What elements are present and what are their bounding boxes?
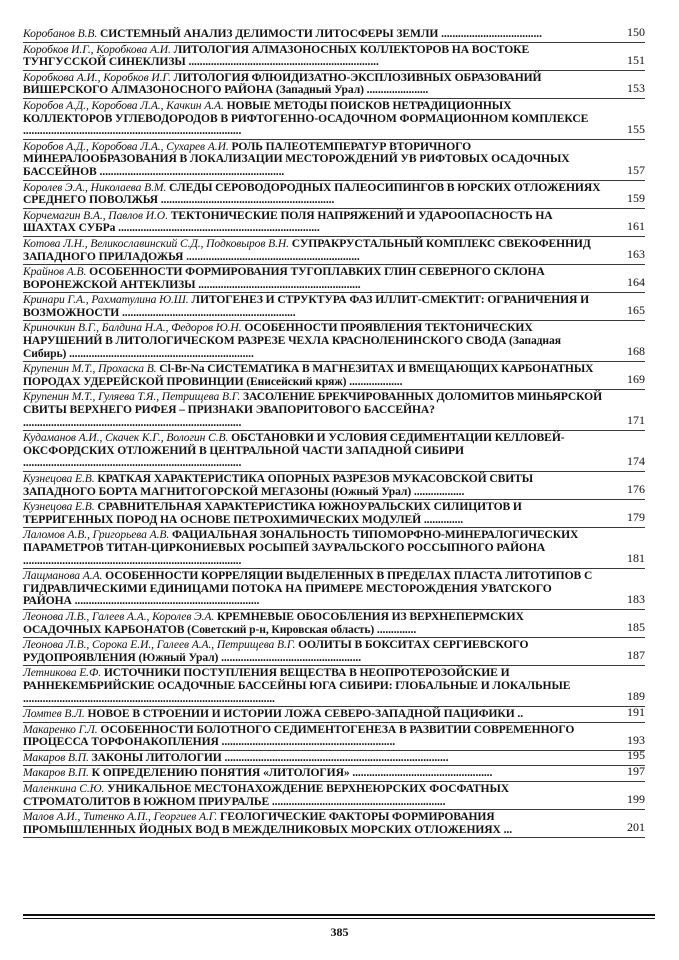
toc-entry-authors: Коробанов В.В. (23, 27, 98, 40)
toc-entry-authors: Корчемагин В.А., Павлов И.О. (23, 208, 168, 222)
toc-entry-authors: Кринари Г.А., Рахматулина Ю.Ш. (23, 293, 189, 307)
toc-entry (23, 237, 645, 265)
toc-entry-title: ИСТОЧНИКИ ПОСТУПЛЕНИЯ ВЕЩЕСТВА В НЕОПРОТЕРОЗОЙСКИЕ И РАННЕКЕМБРИЙСКИЕ ОСАДОЧНЫЕ БАССЕЙНЫ ЮГА СИБИРИ: ГЛОБАЛЬНЫЕ И ЛОКАЛЬНЫЕ .......................................................................................... (23, 666, 571, 705)
toc-entry (23, 748, 645, 767)
toc-entry-page: 164 (627, 275, 645, 290)
toc-entry-text (23, 363, 645, 388)
toc-entry-authors: Летникова Е.Ф. (23, 666, 101, 680)
toc-entry-authors: Криночкин В.Г., Балдина Н.А., Федоров Ю.Н. (23, 321, 242, 335)
toc-entry-authors: Макаров В.П. (23, 766, 89, 780)
toc-entry (23, 569, 645, 610)
toc-entry-title: ОБСТАНОВКИ И УСЛОВИЯ СЕДИМЕНТАЦИИ КЕЛЛОВЕЙ-ОКСФОРДСКИХ ОТЛОЖЕНИЙ В ЦЕНТРАЛЬНОЙ ЧАСТИ ЗАПАДНОЙ СИБИРИ .............................................................................. (23, 431, 565, 470)
toc-entry-page: 199 (627, 792, 645, 807)
toc-entry-text (23, 501, 645, 526)
toc-entry-page: 169 (627, 372, 645, 387)
toc-entry (23, 528, 645, 569)
toc-entry-title: ГЕОЛОГИЧЕСКИЕ ФАКТОРЫ ФОРМИРОВАНИЯ ПРОМЫШЛЕННЫХ ЙОДНЫХ ВОД В МЕЖДЕЛНИКОВЫХ МОРСКИХ ОТЛОЖЕНИЯХ ... (23, 810, 513, 836)
toc-entry (23, 24, 645, 43)
toc-entry (23, 766, 645, 782)
toc-entry-authors: Коробков И.Г., Коробкова А.И. (23, 42, 171, 56)
toc-entry-text (23, 783, 645, 808)
toc-entry (23, 71, 645, 99)
toc-entry-authors: Лащманова А.А. (23, 569, 103, 583)
toc-entry (23, 362, 645, 390)
toc-entry-authors: Крайнов А.В. (23, 265, 87, 279)
toc-entry (23, 782, 645, 810)
toc-entry-page: 165 (627, 303, 645, 318)
toc-entry-title: ТЕКТОНИЧЕСКИЕ ПОЛЯ НАПРЯЖЕНИЙ И УДАРООПАСНОСТЬ НА ШАХТАХ СУБРа ........................................................................ (23, 208, 553, 235)
toc-entry-page: 171 (627, 413, 645, 428)
toc-entry (23, 472, 645, 500)
toc-entry-page: 163 (627, 247, 645, 262)
toc-entry-authors: Коробкова А.И., Коробков И.Г. (23, 70, 171, 84)
toc-entry-text (23, 210, 645, 235)
toc-entry-title: К ОПРЕДЕЛЕНИЮ ПОНЯТИЯ «ЛИТОЛОГИЯ» .................................................. (91, 766, 493, 780)
toc-entry-authors: Макаренко Г.Л. (23, 722, 98, 736)
toc-entry (23, 43, 645, 71)
toc-entry-page: 181 (627, 551, 645, 566)
toc-entry-page: 195 (627, 748, 645, 763)
toc-entry-title: НОВЫЕ МЕТОДЫ ПОИСКОВ НЕТРАДИЦИОННЫХ КОЛЛЕКТОРОВ УГЛЕВОДОРОДОВ В РИФТОГЕННО-ОСАДОЧНОМ ФОРМАЦИОННОМ КОМПЛЕКСЕ .............................................................................. (23, 98, 589, 138)
toc-entry-text (23, 570, 645, 608)
toc-entry-page: 189 (627, 689, 645, 704)
toc-entry-authors: Крупенин М.Т., Гуляева Т.Я., Петрищева В.Г. (23, 390, 241, 404)
toc-entry-authors: Коробов А.Д., Коробова Л.А., Сухарев А.И. (23, 139, 229, 153)
toc-entry-text (23, 391, 645, 429)
toc-entry-text (23, 322, 645, 360)
footer-rule-thick (23, 914, 655, 916)
toc-entry-authors: Лаломов А.В., Григорьева А.В. (23, 528, 170, 542)
toc-entry-title: ООЛИТЫ В БОКСИТАХ СЕРГИЕВСКОГО РУДОПРОЯВЛЕНИЯ (Южный Урал) .................................................. (23, 638, 529, 664)
toc-entry-text (23, 141, 645, 179)
toc-entry-title: ЛИТОЛОГИЯ ФЛЮИДИЗАТНО-ЭКСПЛОЗИВНЫХ ОБРАЗОВАНИЙ ВИШЕРСКОГО АЛМАЗОНОСНОГО РАЙОНА (Западный Урал) ...................... (23, 70, 542, 97)
toc-entry-authors: Кузнецова Е.В. (23, 500, 95, 514)
toc-entry-page: 201 (627, 820, 645, 835)
toc-entry-title: Cl-Br-Na СИСТЕМАТИКА В МАГНЕЗИТАХ И ВМЕЩАЮЩИХ КАРБОНАТНЫХ ПОРОДАХ УДЕРЕЙСКОЙ ПРОВИНЦИИ (Енисейский кряж) ................... (23, 362, 594, 388)
toc-entry (23, 140, 645, 181)
toc-entry-authors: Леонова Л.В., Сорока Е.И., Галеев А.А., Петрищева В.Г. (23, 638, 296, 652)
toc-entry-authors: Макаров В.П. (23, 750, 89, 764)
toc-entry-authors: Крупенин М.Т., Прохаска В. (23, 362, 157, 376)
toc-entry-title: РОЛЬ ПАЛЕОТЕМПЕРАТУР ВТОРИЧНОГО МИНЕРАЛООБРАЗОВАНИЯ В ЛОКАЛИЗАЦИИ МЕСТОРОЖДЕНИЙ УВ РИФТОВЫХ ОСАДОЧНЫХ БАССЕЙНОВ .................................................................. (23, 139, 570, 178)
toc-entry-page: 185 (627, 620, 645, 635)
toc-entry-page: 151 (627, 52, 645, 67)
toc-entry-title: ЛИТОЛОГИЯ АЛМАЗОНОСНЫХ КОЛЛЕКТОРОВ НА ВОСТОКЕ ТУНГУССКОЙ СИНЕКЛИЗЫ .................................................................... (23, 42, 530, 69)
toc-entry-page: 159 (627, 190, 645, 205)
toc-entry-title: УНИКАЛЬНОЕ МЕСТОНАХОЖДЕНИЕ ВЕРХНЕЮРСКИХ ФОСФАТНЫХ СТРОМАТОЛИТОВ В ЮЖНОМ ПРИУРАЛЬЕ .............................................................. (23, 782, 510, 808)
toc-entry-text (23, 529, 645, 567)
toc-entry-title: ОСОБЕННОСТИ КОРРЕЛЯЦИИ ВЫДЕЛЕННЫХ В ПРЕДЕЛАХ ПЛАСТА ЛИТОТИПОВ С ГИДРАВЛИЧЕСКИМИ ЕДИНИЦАМИ ПОТОКА НА ПРИМЕРЕ МЕСТОРОЖДЕНИЯ УВАТСКОГО РАЙОНА .................................................................. (23, 569, 593, 608)
toc-entry-text (23, 72, 645, 97)
toc-entry-text (23, 639, 645, 664)
toc-entry-page: 193 (627, 732, 645, 747)
toc-entry-title: СИСТЕМНЫЙ АНАЛИЗ ДЕЛИМОСТИ ЛИТОСФЕРЫ ЗЕМЛИ .................................... (99, 27, 542, 40)
toc-entry-title: СУПРАКРУСТАЛЬНЫЙ КОМПЛЕКС СВЕКОФЕННИД ЗАПАДНОГО ПРИЛАДОЖЬЯ .............................................................. (23, 236, 591, 263)
toc-entry (23, 293, 645, 321)
toc-entry-text (23, 708, 645, 721)
toc-entry (23, 638, 645, 666)
toc-entry-authors: Маленкина С.Ю. (23, 782, 105, 796)
toc-entry (23, 723, 645, 751)
toc-entry-text (23, 28, 645, 41)
toc-entry-text (23, 811, 645, 836)
toc-entry-title: ОСОБЕННОСТИ БОЛОТНОГО СЕДИМЕНТОГЕНЕЗА В РАЗВИТИИ СОВРЕМЕННОГО ПРОЦЕССА ТОРФОНАКОПЛЕНИЯ .............................................................. (23, 722, 575, 749)
toc-entry-title: ОСОБЕННОСТИ ПРОЯВЛЕНИЯ ТЕКТОНИЧЕСКИХ НАРУШЕНИЙ В ЛИТОЛОГИЧЕСКОМ РАЗРЕЗЕ ЧЕХЛА КРАСНОЛЕНИНСКОГО СВОДА (Западная Сибирь) .................................................................. (23, 321, 561, 360)
toc-entry-text (23, 432, 645, 470)
toc-entry-text (23, 767, 645, 780)
toc-entry-page: 191 (627, 704, 645, 719)
toc-entry-page: 174 (627, 454, 645, 468)
toc-entry-page: 168 (627, 344, 645, 359)
toc-entry-page: 161 (627, 218, 645, 233)
toc-entry (23, 390, 645, 431)
toc-entry-title: ФАЦИАЛЬНАЯ ЗОНАЛЬНОСТЬ ТИПОМОРФНО-МИНЕРАЛОГИЧЕСКИХ ПАРАМЕТРОВ ТИТАН-ЦИРКОНИЕВЫХ РОСЫПЕЙ ЗАУРАЛЬСКОГО РОССЫПНОГО РАЙОНА .............................................................................. (23, 528, 579, 567)
toc-entry (23, 500, 645, 528)
toc-entry (23, 321, 645, 362)
toc-entry-page: 155 (627, 121, 645, 136)
toc-entry (23, 704, 645, 723)
toc-entry-title: ЗАСОЛЕНИЕ БРЕКЧИРОВАННЫХ ДОЛОМИТОВ МИНЬЯРСКОЙ СВИТЫ ВЕРХНЕГО РИФЕЯ – ПРИЗНАКИ ЭВАПОРИТОВОГО БАССЕЙНА? .............................................................................. (23, 390, 603, 429)
toc-entry (23, 181, 645, 209)
toc-entry-text (23, 182, 645, 207)
table-of-contents (23, 24, 645, 838)
toc-entry-page: 183 (627, 591, 645, 606)
toc-entry (23, 99, 645, 140)
toc-entry (23, 810, 645, 838)
toc-entry (23, 666, 645, 707)
toc-entry-page: 150 (627, 24, 645, 39)
toc-entry-authors: Котова Л.Н., Великославинский С.Д., Подковыров В.Н. (23, 236, 289, 250)
toc-entry-text (23, 724, 645, 749)
toc-entry-page: 153 (627, 80, 645, 95)
toc-entry-text (23, 473, 645, 498)
toc-entry-text (23, 752, 645, 765)
page-number: 385 (330, 925, 349, 939)
toc-entry-authors: Ломтев В.Л. (23, 707, 85, 721)
toc-entry-authors: Коробов А.Д., Коробова Л.А., Качкин А.А. (23, 98, 224, 112)
toc-entry-text (23, 611, 645, 636)
toc-entry-text (23, 44, 645, 69)
toc-entry-text (23, 238, 645, 263)
toc-entry-title: ЛИТОГЕНЕЗ И СТРУКТУРА ФАЗ ИЛЛИТ-СМЕКТИТ: ОГРАНИЧЕНИЯ И ВОЗМОЖНОСТИ .............................................................. (23, 293, 590, 319)
toc-entry-authors: Кузнецова Е.В. (23, 472, 95, 485)
toc-entry-text (23, 100, 645, 138)
toc-entry (23, 610, 645, 638)
toc-entry-text (23, 294, 645, 319)
toc-entry-authors: Малов А.И., Титенко А.П., Георгиев А.Г. (23, 810, 218, 824)
toc-entry-authors: Королев Э.А., Николаева В.М. (23, 180, 167, 194)
toc-entry-title: ЗАКОНЫ ЛИТОЛОГИИ ................................................................................ (91, 750, 449, 764)
toc-entry-page: 179 (627, 510, 645, 525)
toc-entry-title: СЛЕДЫ СЕРОВОДОРОДНЫХ ПАЛЕОСИПИНГОВ В ЮРСКИХ ОТЛОЖЕНИЯХ СРЕДНЕГО ПОВОЛЖЬЯ .............................................................. (23, 180, 601, 207)
toc-entry-authors: Кудаманов А.И., Скачек К.Г., Вологин С.В. (23, 431, 229, 445)
toc-entry-title: КРАТКАЯ ХАРАКТЕРИСТИКА ОПОРНЫХ РАЗРЕЗОВ МУКАСОВСКОЙ СВИТЫ ЗАПАДНОГО БОРТА МАГНИТОГОРСКОЙ МЕГАЗОНЫ (Южный Урал) .................. (23, 472, 534, 498)
toc-entry-title: ОСОБЕННОСТИ ФОРМИРОВАНИЯ ТУГОПЛАВКИХ ГЛИН СЕВЕРНОГО СКЛОНА ВОРОНЕЖСКОЙ АНТЕКЛИЗЫ .......................................................... (23, 265, 545, 291)
toc-entry-page: 176 (627, 482, 645, 497)
toc-entry (23, 209, 645, 237)
toc-entry (23, 431, 645, 472)
toc-entry-page: 187 (627, 648, 645, 663)
toc-entry (23, 265, 645, 293)
toc-entry-page: 157 (627, 162, 645, 177)
toc-entry-text (23, 266, 645, 291)
toc-entry-title: НОВОЕ В СТРОЕНИИ И ИСТОРИИ ЛОЖА СЕВЕРО-ЗАПАДНОЙ ПАЦИФИКИ .. (87, 707, 524, 721)
footer-rule-thin (23, 918, 655, 919)
toc-entry-title: СРАВНИТЕЛЬНАЯ ХАРАКТЕРИСТИКА ЮЖНОУРАЛЬСКИХ СИЛИЦИТОВ И ТЕРРИГЕННЫХ ПОРОД НА ОСНОВЕ ПЕТРОХИМИЧЕСКИХ МОДУЛЕЙ .............. (23, 500, 522, 526)
toc-entry-text (23, 667, 645, 705)
toc-entry-authors: Леонова Л.В., Галеев А.А., Королев Э.А. (23, 609, 215, 623)
toc-entry-page: 197 (627, 764, 645, 779)
toc-entry-title: КРЕМНЕВЫЕ ОБОСОБЛЕНИЯ ИЗ ВЕРХНЕПЕРМСКИХ ОСАДОЧНЫХ КАРБОНАТОВ (Советский р-н, Кировская область) .............. (23, 609, 524, 636)
